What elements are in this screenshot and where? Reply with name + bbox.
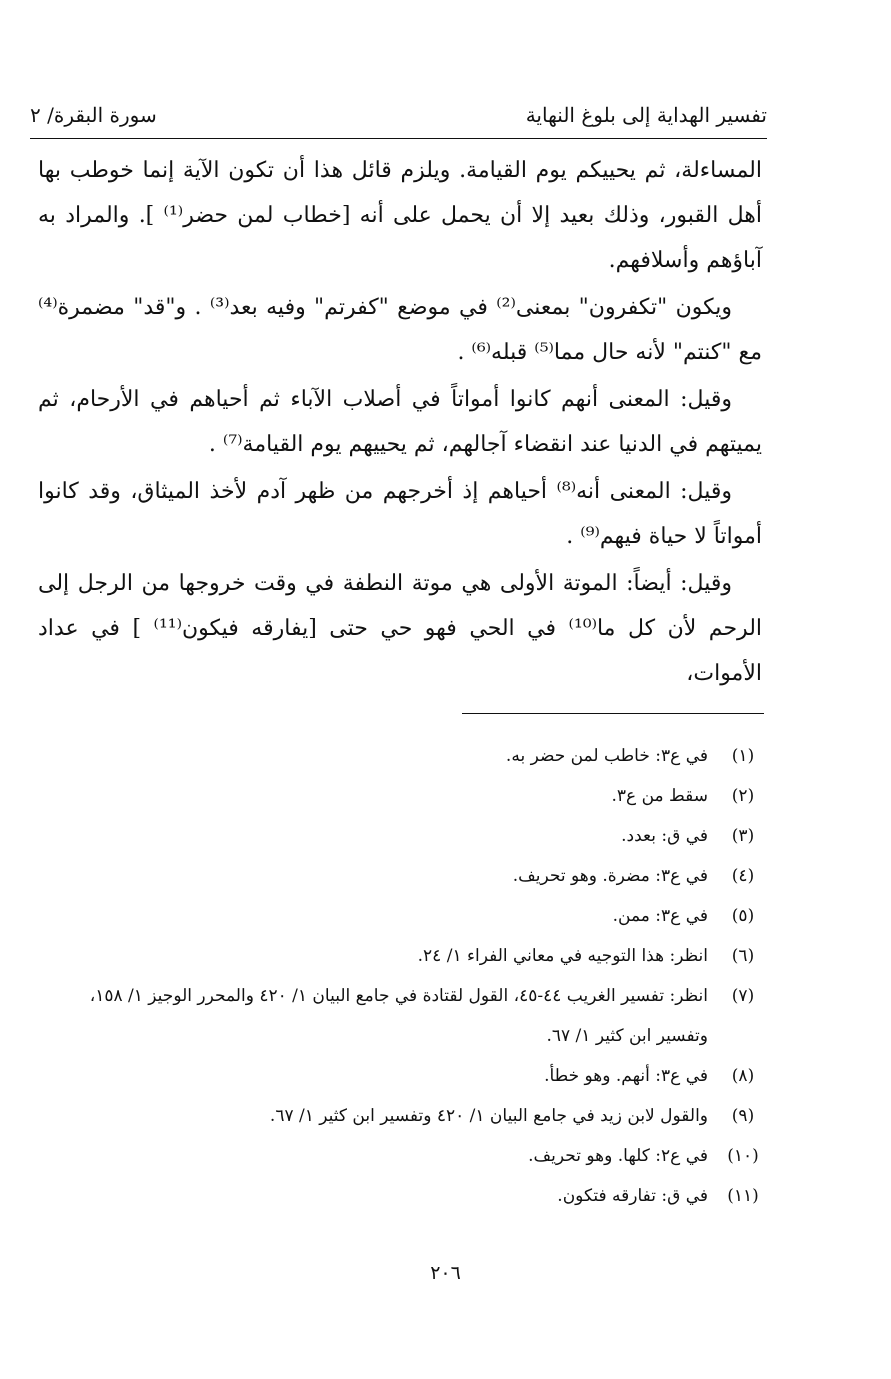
footnote bbox=[38, 1176, 768, 1216]
paragraph: المساءلة، ثم يحييكم يوم القيامة. ويلزم قائل هذا أن تكون الآية إنما خوطب بها أهل القبور، وذلك بعيد إلا أن يحمل على أنه [خطاب لمن حضر⁽¹⁾ ]. والمراد به آباؤهم وأسلافهم. bbox=[38, 158, 762, 273]
footnote-separator bbox=[462, 713, 764, 714]
footnote bbox=[38, 1056, 768, 1096]
footnote-text: والقول لابن زيد في جامع البيان ١/ ٤٢٠ وتفسير ابن كثير ١/ ٦٧. bbox=[269, 1106, 708, 1126]
paragraph: وقيل: أيضاً: الموتة الأولى هي موتة النطفة في وقت خروجها من الرجل إلى الرحم لأن كل ما⁽¹⁰⁾ في الحي فهو حي حتى [يفارقه فيكون⁽¹¹⁾ ] في عداد الأموات، bbox=[38, 571, 763, 686]
book-title: تفسير الهداية إلى بلوغ النهاية bbox=[525, 103, 767, 127]
footnote bbox=[38, 736, 768, 776]
surah-reference: سورة البقرة/ ٢ bbox=[30, 103, 157, 127]
footnote-number: (١) bbox=[731, 746, 755, 766]
footnote bbox=[38, 816, 768, 856]
page-number: ٢٠٦ bbox=[430, 1262, 461, 1284]
footnote-number: (٧) bbox=[731, 986, 755, 1006]
footnote-number: (٦) bbox=[731, 946, 755, 966]
footnote-text: في ع٣: أنهم. وهو خطأ. bbox=[544, 1066, 708, 1086]
footnote bbox=[38, 976, 768, 1056]
footnote bbox=[38, 896, 768, 936]
footnote-number: (١١) bbox=[727, 1186, 759, 1206]
footnote-text: في ع٢: كلها. وهو تحريف. bbox=[528, 1146, 708, 1166]
footnote-number: (٢) bbox=[731, 786, 755, 806]
footnote-text: سقط من ع٣. bbox=[611, 786, 708, 806]
footnote-text: في ع٣: مضرة. وهو تحريف. bbox=[512, 866, 708, 886]
footnote-number: (٩) bbox=[731, 1106, 755, 1126]
footnote-text: في ع٣: ممن. bbox=[612, 906, 708, 926]
footnote bbox=[38, 856, 768, 896]
footnote bbox=[38, 1096, 768, 1136]
footnote-number: (٥) bbox=[731, 906, 755, 926]
running-header bbox=[30, 98, 767, 139]
footnote-number: (٣) bbox=[731, 826, 755, 846]
footnote bbox=[38, 776, 768, 816]
paragraph: ويكون "تكفرون" بمعنى⁽²⁾ في موضع "كفرتم" وفيه بعد⁽³⁾ . و"قد" مضمرة⁽⁴⁾ مع "كنتم" لأنه حال مما⁽⁵⁾ قبله⁽⁶⁾ . bbox=[38, 295, 762, 365]
footnote-text: انظر: تفسير الغريب ٤٤-٤٥، القول لقتادة في جامع البيان ١/ ٤٢٠ والمحرر الوجيز ١/ ١٥٨، وتفسير ابن كثير ١/ ٦٧. bbox=[89, 986, 708, 1046]
footnote-text: في ع٣: خاطب لمن حضر به. bbox=[505, 746, 708, 766]
footnote-text: في ق: بعدد. bbox=[621, 826, 708, 846]
footnote bbox=[38, 1136, 768, 1176]
footnote-text: انظر: هذا التوجيه في معاني الفراء ١/ ٢٤. bbox=[417, 946, 708, 966]
footnotes bbox=[38, 736, 768, 1216]
main-text bbox=[38, 148, 762, 698]
footnote-number: (٤) bbox=[731, 866, 755, 886]
footnote bbox=[38, 936, 768, 976]
footnote-number: (١٠) bbox=[727, 1146, 759, 1166]
footnote-number: (٨) bbox=[731, 1066, 755, 1086]
footnote-text: في ق: تفارقه فتكون. bbox=[557, 1186, 708, 1206]
paragraph: وقيل: المعنى أنه⁽⁸⁾ أحياهم إذ أخرجهم من ظهر آدم لأخذ الميثاق، وقد كانوا أمواتاً لا حياة فيهم⁽⁹⁾ . bbox=[38, 479, 762, 549]
paragraph: وقيل: المعنى أنهم كانوا أمواتاً في أصلاب الآباء ثم أحياهم في الأرحام، ثم يميتهم في الدنيا عند انقضاء آجالهم، ثم يحييهم يوم القيامة⁽⁷⁾ . bbox=[38, 387, 762, 457]
